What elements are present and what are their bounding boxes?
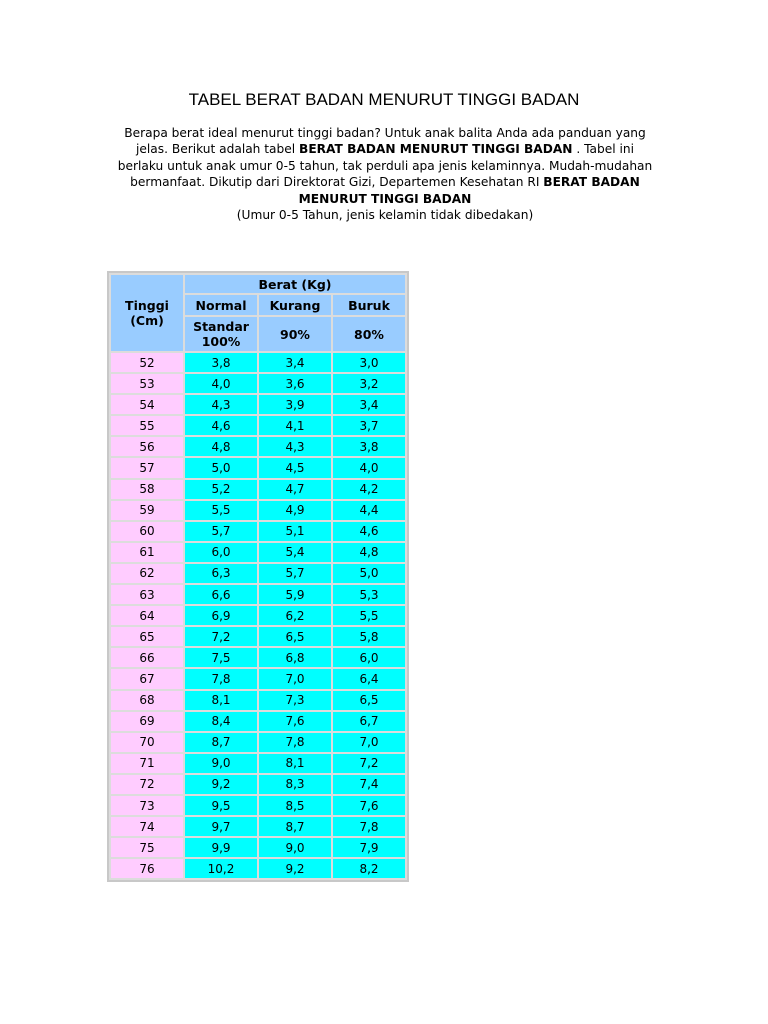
cell-buruk: 8,2 [333, 859, 405, 878]
cell-normal: 9,9 [185, 838, 257, 857]
cell-buruk: 7,2 [333, 754, 405, 773]
cell-buruk: 5,0 [333, 564, 405, 583]
cell-tinggi: 59 [111, 501, 183, 520]
table-row [111, 416, 405, 435]
cell-buruk: 3,0 [333, 353, 405, 372]
table-row [111, 627, 405, 646]
table-row [111, 480, 405, 499]
header-tinggi [111, 275, 183, 351]
cell-buruk: 7,6 [333, 796, 405, 815]
cell-tinggi: 65 [111, 627, 183, 646]
cell-kurang: 8,3 [259, 775, 331, 794]
cell-normal: 5,7 [185, 522, 257, 541]
cell-tinggi: 52 [111, 353, 183, 372]
cell-kurang: 8,5 [259, 796, 331, 815]
cell-buruk: 7,4 [333, 775, 405, 794]
cell-normal: 7,5 [185, 648, 257, 667]
cell-kurang: 3,9 [259, 395, 331, 414]
weight-height-table [109, 273, 407, 880]
cell-tinggi: 60 [111, 522, 183, 541]
cell-tinggi: 73 [111, 796, 183, 815]
cell-buruk: 4,4 [333, 501, 405, 520]
table-row [111, 796, 405, 815]
cell-buruk: 7,8 [333, 817, 405, 836]
cell-tinggi: 74 [111, 817, 183, 836]
cell-kurang: 9,2 [259, 859, 331, 878]
cell-normal: 5,5 [185, 501, 257, 520]
cell-kurang: 6,8 [259, 648, 331, 667]
cell-normal: 3,8 [185, 353, 257, 372]
header-tinggi-line2: (Cm) [130, 313, 164, 328]
cell-kurang: 4,5 [259, 458, 331, 477]
table-row [111, 838, 405, 857]
cell-normal: 8,4 [185, 712, 257, 731]
cell-normal: 9,2 [185, 775, 257, 794]
table-row [111, 669, 405, 688]
table-row [111, 754, 405, 773]
cell-buruk: 4,2 [333, 480, 405, 499]
cell-tinggi: 66 [111, 648, 183, 667]
cell-buruk: 4,8 [333, 543, 405, 562]
table-row [111, 606, 405, 625]
table-row [111, 648, 405, 667]
table-row [111, 374, 405, 393]
cell-kurang: 5,4 [259, 543, 331, 562]
cell-tinggi: 57 [111, 458, 183, 477]
cell-normal: 5,0 [185, 458, 257, 477]
table-row [111, 395, 405, 414]
cell-buruk: 3,7 [333, 416, 405, 435]
table-row [111, 437, 405, 456]
cell-normal: 8,7 [185, 733, 257, 752]
cell-kurang: 5,7 [259, 564, 331, 583]
cell-kurang: 7,3 [259, 691, 331, 710]
cell-kurang: 9,0 [259, 838, 331, 857]
cell-tinggi: 62 [111, 564, 183, 583]
header-normal: Normal [185, 295, 257, 315]
cell-kurang: 7,6 [259, 712, 331, 731]
cell-tinggi: 69 [111, 712, 183, 731]
table-row [111, 543, 405, 562]
cell-buruk: 7,0 [333, 733, 405, 752]
cell-buruk: 6,0 [333, 648, 405, 667]
table-row [111, 501, 405, 520]
header-kurang: Kurang [259, 295, 331, 315]
cell-tinggi: 75 [111, 838, 183, 857]
cell-kurang: 6,2 [259, 606, 331, 625]
table-row [111, 353, 405, 372]
cell-normal: 4,6 [185, 416, 257, 435]
cell-normal: 5,2 [185, 480, 257, 499]
cell-tinggi: 61 [111, 543, 183, 562]
cell-normal: 6,3 [185, 564, 257, 583]
cell-buruk: 6,5 [333, 691, 405, 710]
cell-kurang: 8,1 [259, 754, 331, 773]
cell-normal: 6,0 [185, 543, 257, 562]
table-body [111, 353, 405, 878]
page-title: TABEL BERAT BADAN MENURUT TINGGI BADAN [188, 90, 580, 109]
cell-kurang: 5,9 [259, 585, 331, 604]
cell-normal: 6,9 [185, 606, 257, 625]
cell-tinggi: 53 [111, 374, 183, 393]
table-row [111, 859, 405, 878]
cell-normal: 7,2 [185, 627, 257, 646]
cell-normal: 6,6 [185, 585, 257, 604]
cell-buruk: 7,9 [333, 838, 405, 857]
cell-buruk: 5,5 [333, 606, 405, 625]
cell-buruk: 3,4 [333, 395, 405, 414]
intro-bold-2: BERAT BADAN MENURUT TINGGI BADAN [298, 175, 640, 206]
intro-last-line: (Umur 0-5 Tahun, jenis kelamin tidak dibedakan) [236, 208, 534, 223]
cell-kurang: 4,1 [259, 416, 331, 435]
cell-kurang: 3,6 [259, 374, 331, 393]
table-row [111, 691, 405, 710]
cell-tinggi: 54 [111, 395, 183, 414]
cell-buruk: 4,0 [333, 458, 405, 477]
subheader-standar-line1: Standar [193, 319, 249, 334]
table-row [111, 564, 405, 583]
cell-buruk: 6,7 [333, 712, 405, 731]
table-row [111, 522, 405, 541]
table-row [111, 775, 405, 794]
cell-buruk: 3,8 [333, 437, 405, 456]
cell-tinggi: 76 [111, 859, 183, 878]
subheader-90: 90% [259, 317, 331, 351]
cell-buruk: 3,2 [333, 374, 405, 393]
cell-tinggi: 68 [111, 691, 183, 710]
cell-buruk: 6,4 [333, 669, 405, 688]
cell-kurang: 6,5 [259, 627, 331, 646]
table-row [111, 712, 405, 731]
weight-height-table-frame [107, 271, 409, 882]
cell-tinggi: 55 [111, 416, 183, 435]
cell-normal: 10,2 [185, 859, 257, 878]
cell-kurang: 3,4 [259, 353, 331, 372]
cell-kurang: 8,7 [259, 817, 331, 836]
cell-normal: 9,5 [185, 796, 257, 815]
cell-tinggi: 56 [111, 437, 183, 456]
cell-kurang: 4,7 [259, 480, 331, 499]
cell-kurang: 7,0 [259, 669, 331, 688]
cell-normal: 4,8 [185, 437, 257, 456]
cell-kurang: 4,3 [259, 437, 331, 456]
cell-normal: 9,0 [185, 754, 257, 773]
header-berat: Berat (Kg) [185, 275, 405, 293]
cell-normal: 8,1 [185, 691, 257, 710]
table-row [111, 458, 405, 477]
intro-bold-1: BERAT BADAN MENURUT TINGGI BADAN [299, 142, 573, 157]
intro-text-2: . Tabel ini berlaku untuk anak umur 0-5 tahun, tak perduli apa jenis kelaminnya. Mudah-mudahan bermanfaat. Dikutip dari Direktorat Gizi, Departemen Kesehatan RI [117, 142, 653, 190]
table-row [111, 733, 405, 752]
cell-tinggi: 63 [111, 585, 183, 604]
header-tinggi-line1: Tinggi [125, 298, 169, 313]
cell-normal: 7,8 [185, 669, 257, 688]
cell-tinggi: 70 [111, 733, 183, 752]
subheader-standar-line2: 100% [201, 334, 241, 349]
cell-normal: 4,3 [185, 395, 257, 414]
cell-kurang: 7,8 [259, 733, 331, 752]
subheader-standar [185, 317, 257, 351]
cell-tinggi: 58 [111, 480, 183, 499]
cell-normal: 4,0 [185, 374, 257, 393]
table-row [111, 817, 405, 836]
cell-tinggi: 64 [111, 606, 183, 625]
cell-tinggi: 67 [111, 669, 183, 688]
cell-normal: 9,7 [185, 817, 257, 836]
cell-buruk: 4,6 [333, 522, 405, 541]
intro-paragraph [112, 125, 658, 223]
cell-kurang: 5,1 [259, 522, 331, 541]
cell-kurang: 4,9 [259, 501, 331, 520]
subheader-80: 80% [333, 317, 405, 351]
cell-buruk: 5,3 [333, 585, 405, 604]
cell-tinggi: 71 [111, 754, 183, 773]
intro-text-1: Berapa berat ideal menurut tinggi badan? Untuk anak balita Anda ada panduan yang jelas. Berikut adalah tabel [124, 126, 646, 157]
cell-buruk: 5,8 [333, 627, 405, 646]
table-row [111, 585, 405, 604]
header-buruk: Buruk [333, 295, 405, 315]
cell-tinggi: 72 [111, 775, 183, 794]
